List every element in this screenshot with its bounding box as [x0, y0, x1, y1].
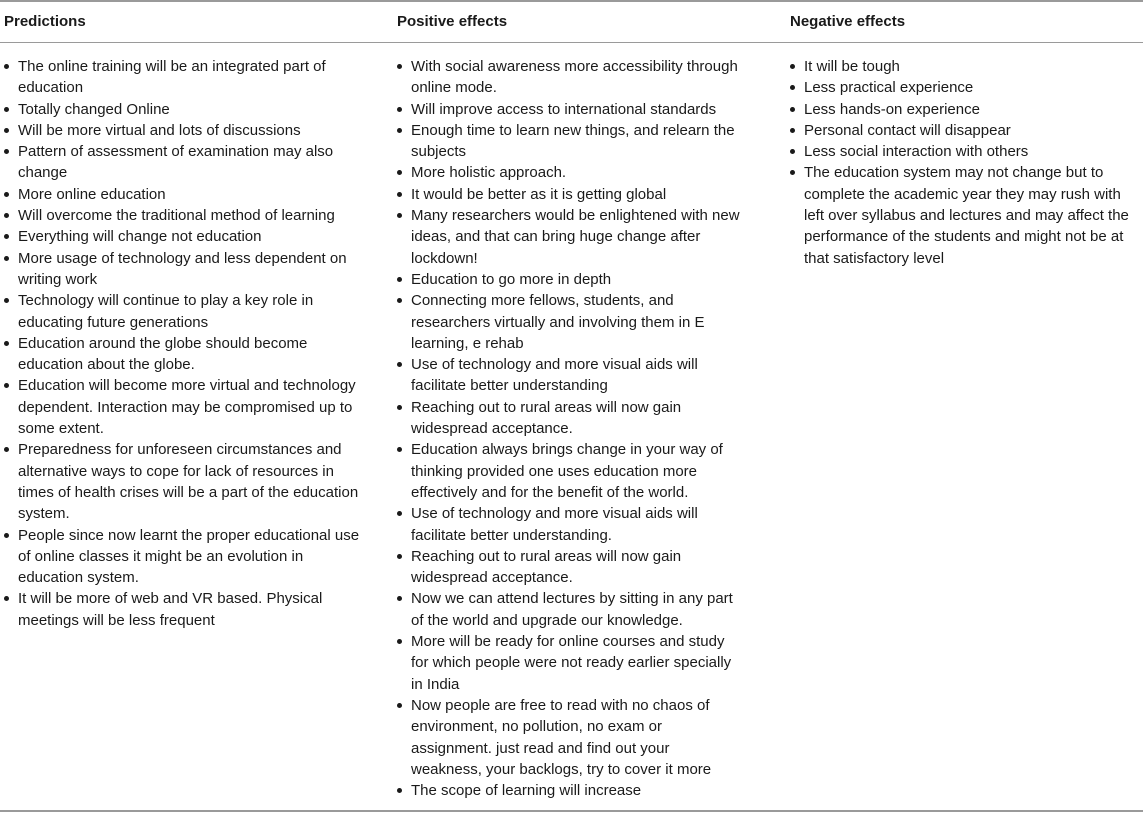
list-item: Now people are free to read with no chaos of environment, no pollution, no exam or assignment. just read and find out your weakness, your backlogs, try to cover it more: [397, 695, 744, 780]
list-item: More usage of technology and less dependent on writing work: [4, 248, 361, 291]
list-item: The scope of learning will increase: [397, 780, 744, 801]
list-item: Totally changed Online: [4, 99, 361, 120]
list-item: More will be ready for online courses and study for which people were not ready earlier specially in India: [397, 631, 744, 695]
list-item: Enough time to learn new things, and relearn the subjects: [397, 120, 744, 163]
list-item: With social awareness more accessibility through online mode.: [397, 56, 744, 99]
list-item: More online education: [4, 184, 361, 205]
list-item: Education will become more virtual and technology dependent. Interaction may be compromised up to some extent.: [4, 375, 361, 439]
list-item: Use of technology and more visual aids will facilitate better understanding: [397, 354, 744, 397]
list-item: It would be better as it is getting global: [397, 184, 744, 205]
list-item: Preparedness for unforeseen circumstances and alternative ways to cope for lack of resources in times of health crises will be a part of the education system.: [4, 439, 361, 524]
list-item: It will be more of web and VR based. Physical meetings will be less frequent: [4, 588, 361, 631]
list-item: Use of technology and more visual aids will facilitate better understanding.: [397, 503, 744, 546]
list-item: Personal contact will disappear: [790, 120, 1135, 141]
list-item: Technology will continue to play a key role in educating future generations: [4, 290, 361, 333]
list-item: Education around the globe should become education about the globe.: [4, 333, 361, 376]
list-item: Will overcome the traditional method of learning: [4, 205, 361, 226]
list-item: Less social interaction with others: [790, 141, 1135, 162]
bullet-list: [790, 56, 1135, 269]
list-item: Less hands-on experience: [790, 99, 1135, 120]
list-item: Everything will change not education: [4, 226, 361, 247]
list-item: It will be tough: [790, 56, 1135, 77]
column-header: Predictions: [4, 13, 86, 30]
list-item: Now we can attend lectures by sitting in any part of the world and upgrade our knowledge.: [397, 588, 744, 631]
list-item: Will be more virtual and lots of discussions: [4, 120, 361, 141]
list-item: Pattern of assessment of examination may also change: [4, 141, 361, 184]
bullet-list: [397, 56, 744, 801]
list-item: Education to go more in depth: [397, 269, 744, 290]
list-item: The online training will be an integrated part of education: [4, 56, 361, 99]
list-item: Many researchers would be enlightened with new ideas, and that can bring huge change after lockdown!: [397, 205, 744, 269]
list-item: Reaching out to rural areas will now gain widespread acceptance.: [397, 546, 744, 589]
bullet-list: [4, 56, 361, 631]
list-item: People since now learnt the proper educational use of online classes it might be an evolution in education system.: [4, 525, 361, 589]
list-item: The education system may not change but to complete the academic year they may rush with left over syllabus and lectures and may affect the performance of the students and might not be at that satisfactory level: [790, 162, 1135, 268]
header-separator-rule: [0, 42, 1143, 43]
list-item: Less practical experience: [790, 77, 1135, 98]
list-item: Connecting more fellows, students, and researchers virtually and involving them in E learning, e rehab: [397, 290, 744, 354]
column-header: Negative effects: [790, 13, 906, 30]
list-item: Education always brings change in your way of thinking provided one uses education more effectively and for the benefit of the world.: [397, 439, 744, 503]
table-top-rule: [0, 0, 1143, 2]
column-header: Positive effects: [397, 13, 508, 30]
list-item: More holistic approach.: [397, 162, 744, 183]
list-item: Reaching out to rural areas will now gain widespread acceptance.: [397, 397, 744, 440]
list-item: Will improve access to international standards: [397, 99, 744, 120]
table-bottom-rule: [0, 810, 1143, 812]
